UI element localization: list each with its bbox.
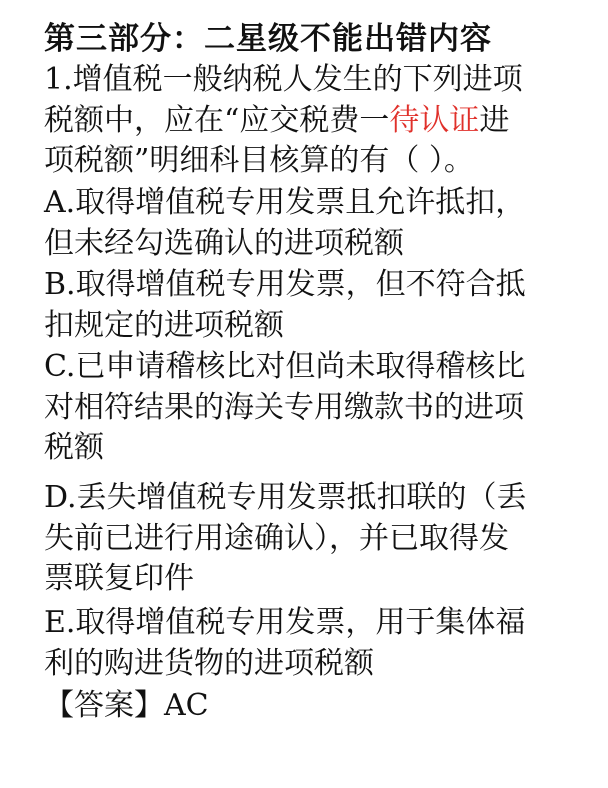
section-title: 第三部分：二星级不能出错内容 [44, 21, 492, 57]
question-line-3: 项税额”明细科目核算的有（ ）。 [44, 143, 474, 178]
option-b [44, 265, 526, 346]
highlighted-term: 待认证 [389, 102, 480, 138]
question-line-1: 1.增值税一般纳税人发生的下列进项 [44, 62, 523, 97]
option-b-line-2: 扣规定的进项税额 [44, 307, 284, 343]
option-d-line-1: D.丢失增值税专用发票抵扣联的（丢 [44, 480, 527, 515]
option-b-line-1: B.取得增值税专用发票，但不符合抵 [44, 267, 526, 302]
question-line-2-text: 税额中，应在“应交税费一 [44, 102, 390, 138]
answer-text: 【答案】AC [44, 688, 209, 723]
option-c-line-3: 税额 [44, 430, 104, 465]
option-d [44, 478, 527, 600]
option-c [44, 347, 525, 469]
option-e-line-1: E.取得增值税专用发票，用于集体福 [44, 605, 526, 640]
option-d-line-3: 票联复印件 [44, 561, 194, 596]
option-a-line-2: 但未经勾选确认的进项税额 [44, 225, 404, 261]
option-e-line-2: 利的购进货物的进项税额 [44, 645, 374, 681]
option-c-line-1: C.已申请稽核比对但尚未取得稽核比 [44, 349, 526, 384]
option-c-line-2: 对相符结果的海关专用缴款书的进项 [44, 389, 524, 425]
option-a [44, 183, 525, 264]
option-e [44, 603, 525, 684]
option-a-line-1: A.取得增值税专用发票且允许抵扣， [44, 185, 526, 220]
question-stem [44, 60, 523, 182]
option-d-line-2: 失前已进行用途确认），并已取得发 [44, 520, 509, 556]
question-line-2-tail: 进 [479, 102, 510, 138]
question-line-2 [44, 101, 523, 142]
